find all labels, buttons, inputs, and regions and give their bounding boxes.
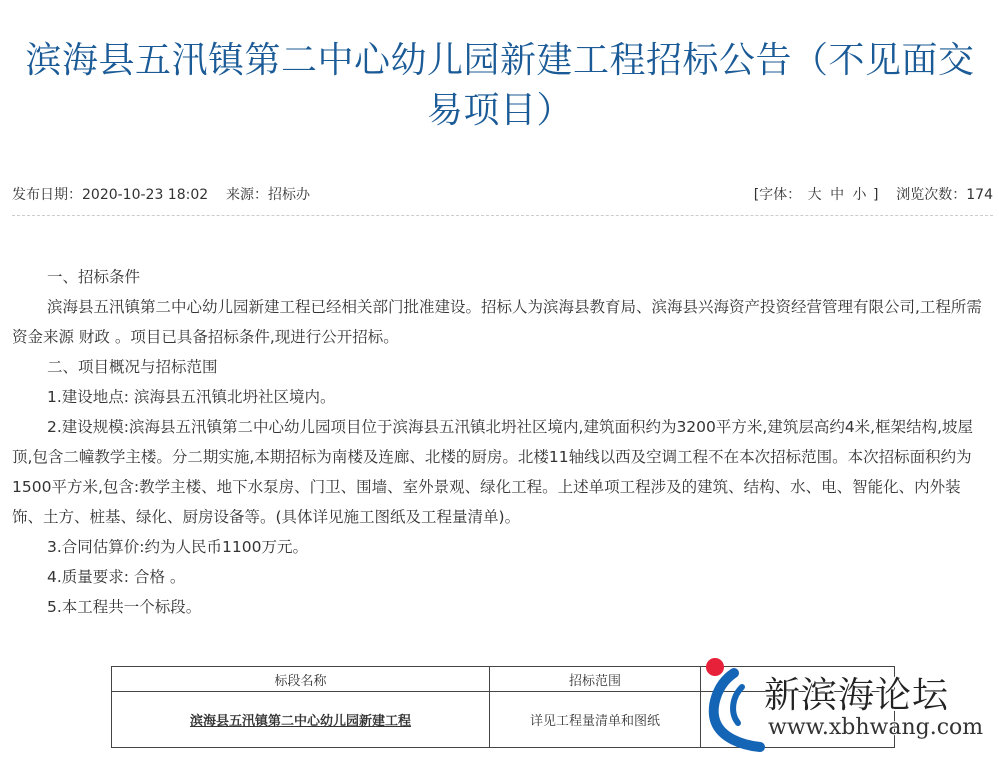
section-heading-overview: 二、项目概况与招标范围 — [47, 358, 218, 376]
view-count-label: 浏览次数： — [896, 187, 967, 203]
font-size-label: [字体： — [753, 187, 802, 203]
article-title: 滨海县五汛镇第二中心幼儿园新建工程招标公告（不见面交易项目） — [25, 40, 975, 131]
table-header-cell: 招标范围 — [490, 667, 701, 692]
font-size-close: ] — [872, 187, 879, 203]
font-size-medium-link[interactable]: 中 — [830, 187, 845, 203]
watermark-url: www.xbhwang.com — [768, 715, 984, 740]
meta-divider — [12, 215, 993, 216]
font-size-large-link[interactable]: 大 — [807, 187, 822, 203]
paragraph-contract-price: 3.合同估算价:约为人民币1100万元。 — [47, 538, 308, 556]
paragraph-scale: 2.建设规模:滨海县五汛镇第二中心幼儿园项目位于滨海县五汛镇北坍社区境内,建筑面积约为3200平方米,建筑层高约4米,框架结构,坡屋顶,包含二幢教学主楼。分二期实施,本期招标为南楼及连廊、北楼的厨房。北楼11轴线以西及空调工程不在本次招标范围。本次招标面积约为1500平方米,包含:教学主楼、地下水泵房、门卫、围墙、室外景观、绿化工程。上述单项工程涉及的建筑、结构、水、电、智能化、内外装饰、土方、桩基、绿化、厨房设备等。(具体详见施工图纸及工程量清单)。 — [12, 418, 974, 526]
source-label: 来源： — [225, 187, 268, 203]
meta-left — [12, 184, 310, 206]
meta-right — [754, 184, 993, 206]
article-body — [12, 262, 991, 622]
paragraph-location: 1.建设地点: 滨海县五汛镇北坍社区境内。 — [47, 388, 336, 406]
source-value: 招标办 — [267, 187, 310, 203]
article-meta-bar — [12, 184, 993, 206]
table-cell-project-name — [112, 692, 490, 748]
section-heading-conditions: 一、招标条件 — [47, 268, 141, 286]
publish-date-label: 发布日期： — [12, 187, 82, 203]
forum-watermark — [702, 657, 999, 757]
paragraph-conditions: 滨海县五汛镇第二中心幼儿园新建工程已经相关部门批准建设。招标人为滨海县教育局、滨海县兴海资产投资经营管理有限公司,工程所需资金来源 财政 。项目已具备招标条件,现进行公开招标。 — [12, 298, 982, 346]
paragraph-quality: 4.质量要求: 合格 。 — [47, 568, 186, 586]
table-header-cell: 标段名称 — [112, 667, 490, 692]
project-name-link[interactable]: 滨海县五汛镇第二中心幼儿园新建工程 — [189, 714, 411, 729]
watermark-forum-name: 新滨海论坛 — [764, 675, 950, 716]
paragraph-sections: 5.本工程共一个标段。 — [47, 598, 202, 616]
font-size-small-link[interactable]: 小 — [852, 187, 867, 203]
view-count: 174 — [966, 187, 993, 203]
table-cell-scope: 详见工程量清单和图纸 — [490, 692, 701, 748]
publish-date: 2020-10-23 18:02 — [82, 187, 209, 203]
